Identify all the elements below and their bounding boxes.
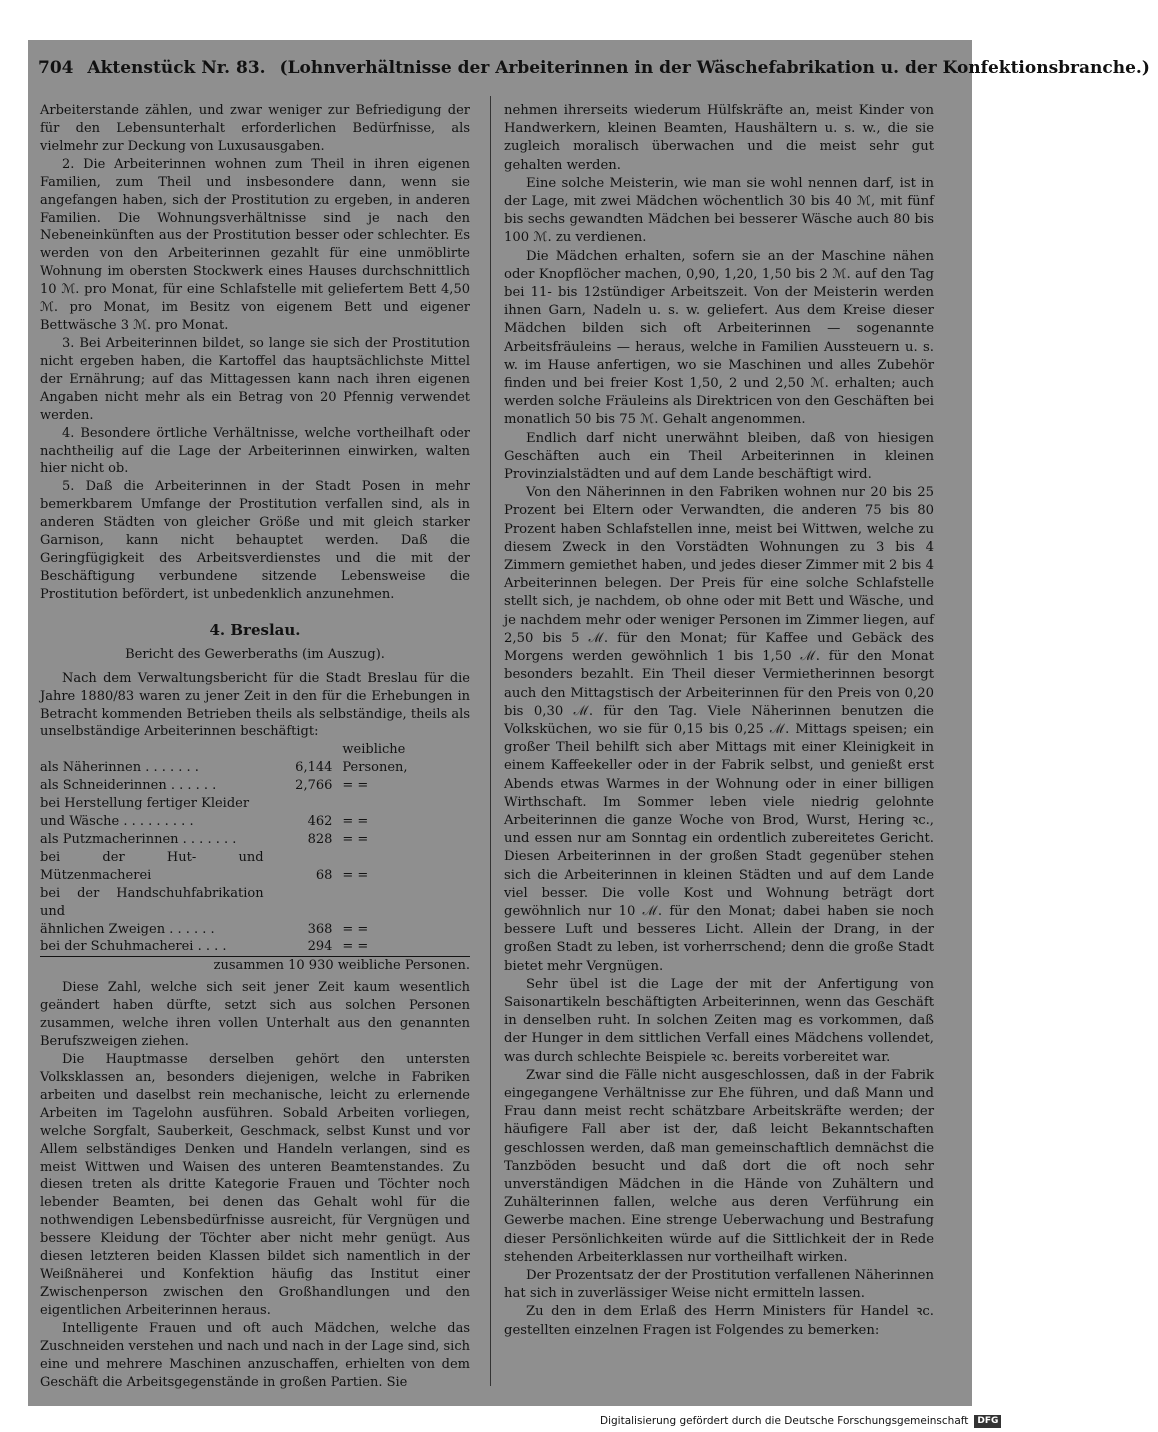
page-number: 704 [38,58,74,78]
scanned-page [28,40,1150,1406]
table-cell-unit: weibliche Personen, [342,742,408,776]
table-row [40,777,470,795]
paragraph: Eine solche Meisterin, wie man sie wohl nennen darf, ist in der Lage, mit zwei Mädchen wöchentlich 30 bis 40 ℳ, mit fünf bis sechs gewandten Mädchen bei besserer Wäsche auch 80 bis 100 ℳ. zu verdienen. [504,175,934,246]
table-cell-unit [332,795,470,813]
table-row [40,921,470,939]
paragraph: 4. Besondere örtliche Verhältnisse, welche vortheilhaft oder nachtheilig auf die Lage der Arbeiterinnen einwirken, walten hier nicht ob. [40,425,470,477]
table-cell-value: 2,766 [295,778,333,794]
table-cell-unit: = = [342,778,369,794]
section-subtitle: Bericht des Gewerberaths (im Auszug). [125,646,385,662]
table-cell-unit: = = [332,938,470,956]
table-cell-value: 462 [307,814,333,830]
table-cell-unit [332,885,470,921]
table-cell-label: bei Herstellung fertiger Kleider [40,796,250,812]
paragraph: Die Mädchen erhalten, sofern sie an der Maschine nähen oder Knopflöcher machen, 0,90, 1,20, 1,50 bis 2 ℳ. auf den Tag bei 11- bis 12stündiger Arbeitszeit. Von der Meisterin werden ihnen Garn, Nadeln u. s. w. geliefert. Aus dem Kreise dieser Mädchen bilden sich oft Arbeiterinnen — sogenannte Arbeitsfräuleins — heraus, welche in Familien Aussteuern u. s. w. im Hause anfertigen, wo sie Maschinen und alles Zubehör finden und bei freier Kost 1,50, 2 und 2,50 ℳ. erhalten; auch werden solche Fräuleins als Direktricen von den Geschäften bei monatlich 50 bis 75 ℳ. Gehalt angenommen. [504,248,934,428]
table-cell-value: 368 [307,921,333,937]
table-row [40,885,470,921]
table-total: zusammen 10 930 weibliche Personen. [213,958,470,974]
paragraph: Zwar sind die Fälle nicht ausgeschlossen, daß in der Fabrik eingegangene Verhältnisse zur Ehe führen, und daß Mann und Frau dann meist recht schätzbare Arbeitskräfte werden; der häufigere Fall aber ist der, daß leicht Bekanntschaften geschlossen werden, daß man gemeinschaftlich demnächst die Tanzböden besucht und daß dort die oft noch sehr unverständigen Mädchen in die Hände von Zuhältern und Zuhälterinnen fallen, welche aus deren Verführung ein Gewerbe machen. Eine strenge Ueberwachung und Bestrafung dieser Persönlichkeiten würde auf die Sittlichkeit der in Rede stehenden Arbeiterklassen nur vortheilhaft wirken. [504,1067,934,1265]
footer-text: Digitalisierung gefördert durch die Deutsche Forschungsgemeinschaft [600,1415,969,1427]
paragraph: Zu den in dem Erlaß des Herrn Ministers für Handel ꝛc. gestellten einzelnen Fragen ist Folgendes zu bemerken: [504,1304,934,1338]
page-header [38,54,1150,82]
paragraph: 2. Die Arbeiterinnen wohnen zum Theil in ihren eigenen Familien, zum Theil und insbesondere dann, wenn sie angefangen haben, sich der Prostitution zu ergeben, in anderen Familien. Die Wohnungsverhältnisse sind je nach den Nebeneinkünften aus der Prostitution besser oder schlechter. Es werden von den Arbeiterinnen gezahlt für eine unmöblirte Wohnung im obersten Stockwerk eines Hauses durchschnittlich 10 ℳ. pro Monat, für eine Schlafstelle mit geliefertem Bett 4,50 ℳ. pro Monat, im Besitz von eigenem Bett und eigener Bettwäsche 3 ℳ. pro Monat. [40,156,470,334]
table-cell-label: als Näherinnen . . . . . . . [40,760,199,776]
table-cell-value: 68 [315,867,333,883]
table-cell-value: 294 [264,938,333,956]
table-row [40,849,470,885]
paragraph: Nach dem Verwaltungsbericht für die Stadt Breslau für die Jahre 1880/83 waren zu jener Zeit in den für die Erhebungen in Betracht kommenden Betrieben theils als selbständige, theils als unselbständige Arbeiterinnen beschäftigt: [40,670,470,740]
table-cell-value: 6,144 [295,760,333,776]
right-column [504,102,934,1340]
table-cell-label: und Wäsche . . . . . . . . . [40,814,194,830]
paragraph: 3. Bei Arbeiterinnen bildet, so lange sie sich der Prostitution nicht ergeben haben, die Kartoffel das hauptsächlichste Mittel der Ernährung; auf das Mittagessen kann nach ihren eigenen Angaben nicht mehr als ein Betrag von 20 Pfennig verwendet werden. [40,335,470,423]
paragraph: Endlich darf nicht unerwähnt bleiben, daß von hiesigen Geschäften auch ein Theil Arbeiterinnen in kleinen Provinzialstädten und auf dem Lande beschäftigt wird. [504,430,934,483]
paragraph: 5. Daß die Arbeiterinnen in der Stadt Posen in mehr bemerkbarem Umfange der Prostitution verfallen sind, als in anderen Städten von gleicher Größe und mit gleich starker Garnison, kann nicht behauptet werden. Daß die Geringfügigkeit des Arbeitsverdienstes und die mit der Beschäftigung verbundene sitzende Lebensweise die Prostitution befördert, ist unbedenklich anzunehmen. [40,479,470,602]
table-cell-label: ähnlichen Zweigen . . . . . . [40,921,215,937]
table-cell-value [264,795,333,813]
column-divider [490,96,491,1386]
table-cell-label: als Schneiderinnen . . . . . . [40,778,217,794]
table-cell-unit: = = [342,867,369,883]
table-cell-value [264,885,333,921]
table-row [40,938,470,956]
table-cell-unit: = = [342,831,369,847]
table-cell-label: als Putzmacherinnen . . . . . . . [40,831,237,847]
table-row [40,795,470,813]
table-cell-unit: = = [342,921,369,937]
table-cell-unit: = = [342,814,369,830]
paragraph: Sehr übel ist die Lage der mit der Anfertigung von Saisonartikeln beschäftigten Arbeiterinnen, wenn das Geschäft in denselben ruht. In solchen Zeiten mag es vorkommen, daß der Hunger in dem sittlichen Verfall eines Mädchens vollendet, was durch schlechte Beispiele ꝛc. bereits vorbereitet war. [504,976,934,1065]
paragraph: Diese Zahl, welche sich seit jener Zeit kaum wesentlich geändert haben dürfte, setzt sich aus solchen Personen zusammen, welche ihren vollen Unterhalt aus den genannten Berufszweigen ziehen. [40,980,470,1050]
table-row [40,813,470,831]
table-cell-label: bei der Handschuhfabrikation und [40,885,264,919]
paragraph: Arbeiterstande zählen, und zwar weniger zur Befriedigung der für den Lebensunterhalt erforderlichen Bedürfnisse, als vielmehr zur Deckung von Luxusausgaben. [40,103,470,154]
paragraph: nehmen ihrerseits wiederum Hülfskräfte an, meist Kinder von Handwerkern, kleinen Beamten, Haushältern u. s. w., die sie zugleich moralisch überwachen und die meist sehr gut gehalten werden. [504,103,934,173]
table-cell-label: bei der Hut- und Mützenmacherei [40,849,264,883]
header-title: (Lohnverhältnisse der Arbeiterinnen in der Wäschefabrikation u. der Konfektionsbranche.) [279,58,1150,78]
paragraph: Intelligente Frauen und oft auch Mädchen, welche das Zuschneiden verstehen und nach und nach in der Lage sind, sich eine und mehrere Maschinen anzuschaffen, erhielten von dem Geschäft die Arbeitsgegenstände in großen Partien. Sie [40,1320,470,1390]
table-row [40,831,470,849]
dfg-logo: DFG [974,1415,1001,1428]
paragraph: Die Hauptmasse derselben gehört den untersten Volksklassen an, besonders diejenigen, welche in Fabriken arbeiten und daselbst rein mechanische, leicht zu erlernende Arbeiten im Tagelohn ausführen. Sobald Arbeiten vorliegen, welche Sorgfalt, Sauberkeit, Geschmack, selbst Kunst und vor Allem selbständiges Denken und Handeln verlangen, sind es meist Wittwen und Waisen des unteren Beamtenstandes. Zu diesen treten als dritte Kategorie Frauen und Töchter noch lebender Beamten, bei denen das Gehalt wohl für die nothwendigen Lebensbedürfnisse ausreicht, für Vergnügen und bessere Kleidung der Töchter aber nicht mehr genügt. Aus diesen letzteren beiden Klassen bildet sich namentlich in der Weißnäherei und Konfektion häufig das Institut einer Zwischenperson zwischen den Großhandlungen und den eigentlichen Arbeiterinnen heraus. [40,1052,470,1318]
left-column [40,102,470,1392]
table-cell-value: 828 [307,831,333,847]
paragraph: Von den Näherinnen in den Fabriken wohnen nur 20 bis 25 Prozent bei Eltern oder Verwandten, die anderen 75 bis 80 Prozent haben Schlafstellen inne, meist bei Wittwen, welche zu diesem Zweck in den Vorstädten Wohnungen zu 3 bis 4 Zimmern gemiethet haben, und jedes dieser Zimmer mit 2 bis 4 Arbeiterinnen belegen. Der Preis für eine solche Schlafstelle stellt sich, je nachdem, ob ohne oder mit Bett und Wäsche, und je nachdem mehr oder weniger Personen im Zimmer liegen, auf 2,50 bis 5 ℳ. für den Monat; für Kaffee und Gebäck des Morgens werden gewöhnlich 1 bis 1,50 ℳ. für den Monat besonders bezahlt. Ein Theil dieser Vermietherinnen besorgt auch den Mittagstisch der Arbeiterinnen für den Preis von 0,20 bis 0,30 ℳ. für den Tag. Viele Näherinnen benutzen die Volksküchen, wo sie für 0,15 bis 0,25 ℳ. Mittags speisen; ein großer Theil behilft sich aber Mittags mit einer Kleinigkeit in einem Kaffeekeller oder in der Fabrik selbst, und genießt erst Abends etwas Warmes in der Wohnung oder in einer billigen Wirthschaft. Im Sommer leben viele niedrig gelohnte Arbeiterinnen die ganze Woche von Brod, Wurst, Hering ꝛc., und essen nur am Sonntag ein ordentlich zubereitetes Gericht. Diesen Arbeiterinnen in der großen Stadt gegenüber stehen sich die Arbeiterinnen in kleinen Städten und auf dem Lande viel besser. Die volle Kost und Wohnung beträgt dort gewöhnlich nur 10 ℳ. für den Monat; dabei haben sie noch bessere Luft und besseres Licht. Allein der Drang, in der großen Stadt zu leben, ist vorherrschend; denn die große Stadt bietet mehr Vergnügen. [504,485,934,974]
workers-table [40,741,470,957]
table-row [40,741,470,777]
paragraph: Der Prozentsatz der der Prostitution verfallenen Näherinnen hat sich in zuverlässiger Weise nicht ermitteln lassen. [504,1268,934,1302]
digitization-footer [600,1412,999,1430]
section-title: 4. Breslau. [209,620,301,639]
document-ref: Aktenstück Nr. 83. [87,58,266,78]
table-cell-label: bei der Schuhmacherei . . . . [40,938,264,956]
